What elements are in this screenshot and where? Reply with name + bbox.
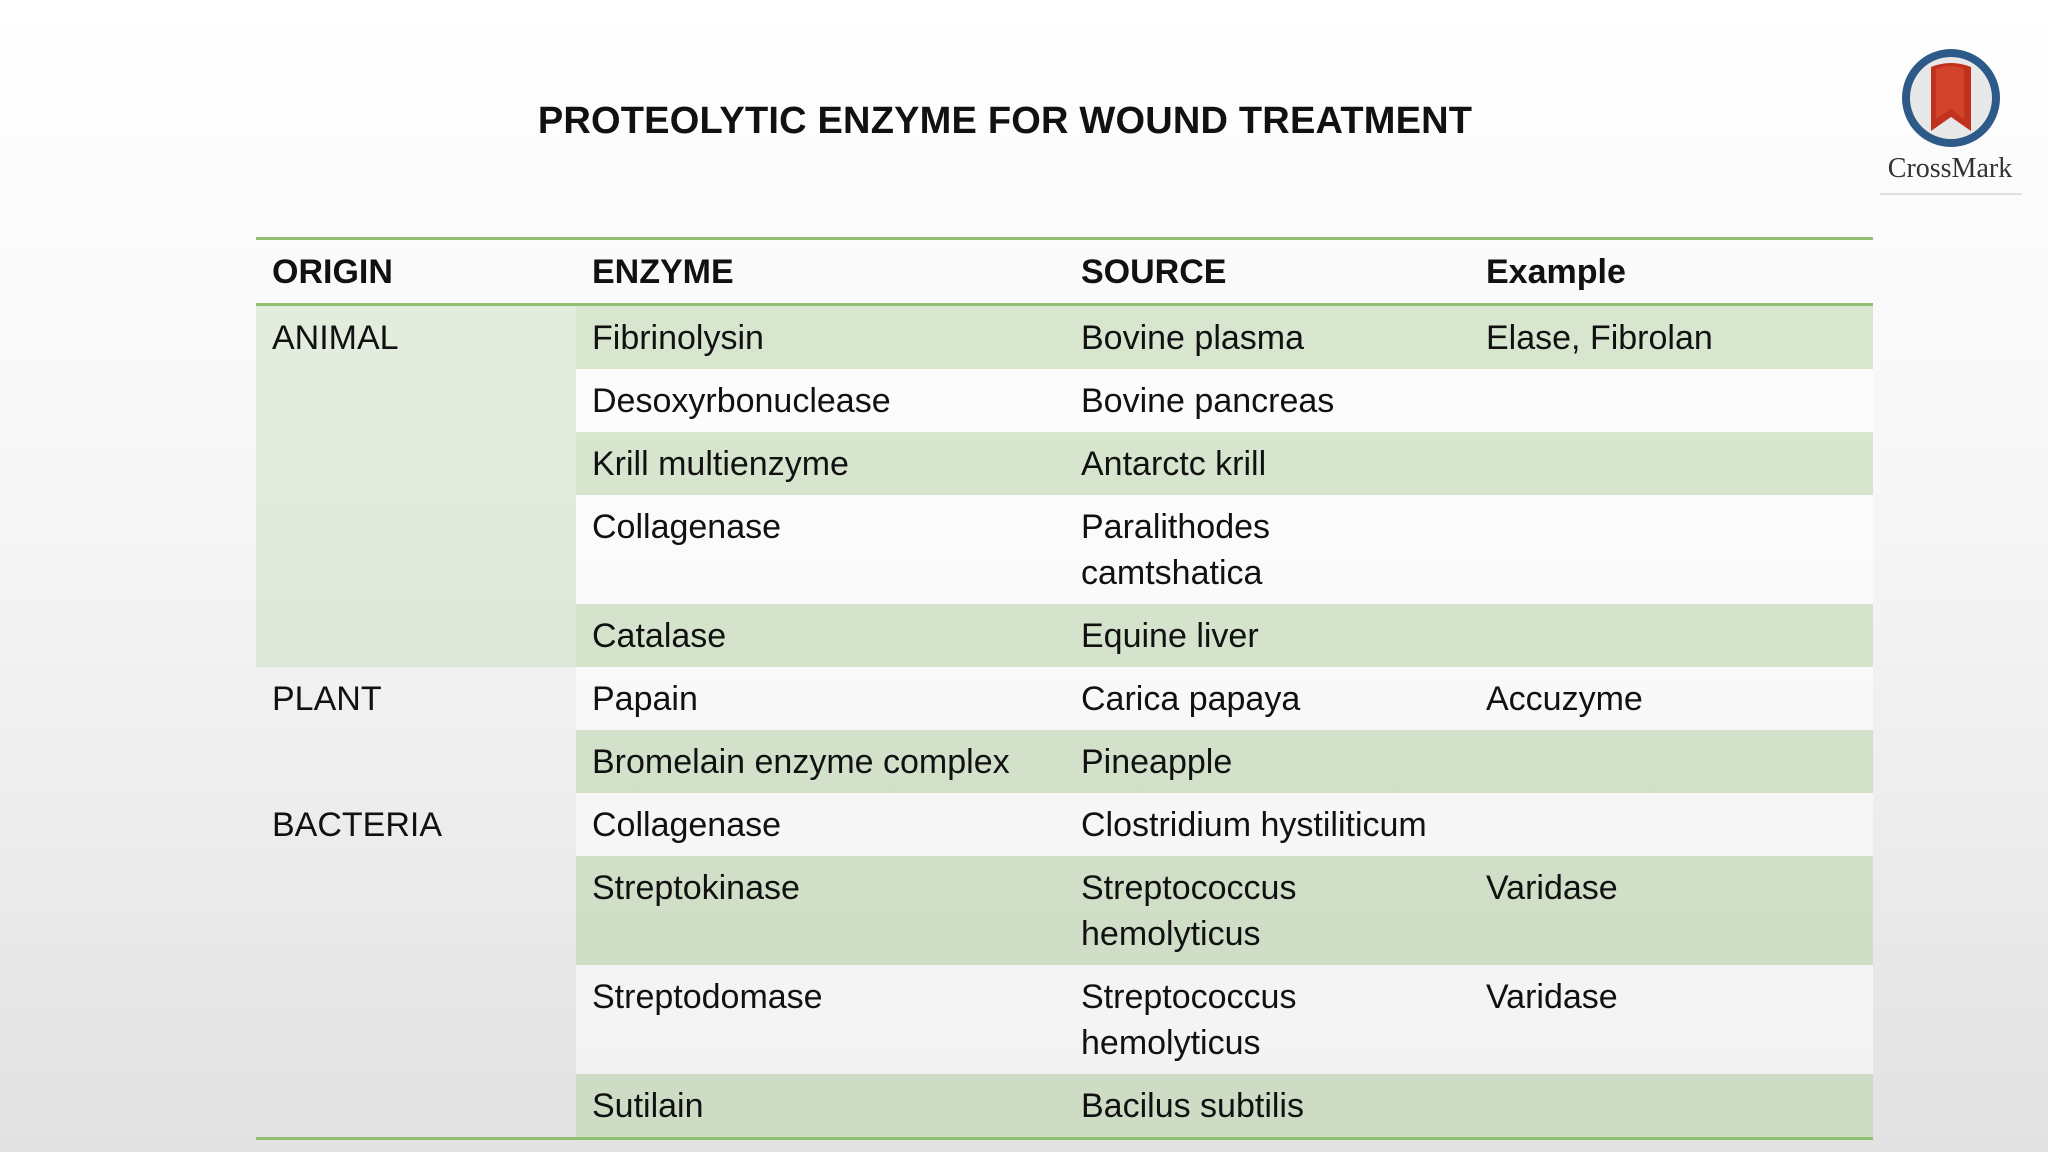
crossmark-logo[interactable]	[1880, 45, 2020, 195]
header-example: Example	[1470, 239, 1873, 305]
enzyme-cell: Fibrinolysin	[576, 305, 1065, 370]
example-cell	[1470, 432, 1873, 495]
origin-cell: ANIMAL	[256, 305, 576, 668]
crossmark-divider	[1880, 193, 2022, 195]
source-cell: Bovine plasma	[1065, 305, 1470, 370]
source-line-2: hemolyticus	[1081, 915, 1261, 953]
origin-cell: PLANT	[272, 680, 382, 718]
header-origin: ORIGIN	[256, 239, 576, 305]
source-cell	[1065, 856, 1470, 965]
table-row	[256, 305, 1873, 370]
source-cell: Antarctc krill	[1065, 432, 1470, 495]
enzyme-cell: Catalase	[576, 604, 1065, 667]
source-cell: Bacilus subtilis	[1065, 1074, 1470, 1139]
example-cell	[1470, 793, 1873, 856]
source-cell: Equine liver	[1065, 604, 1470, 667]
table-row	[256, 793, 1873, 856]
example-cell	[1470, 1074, 1873, 1139]
crossmark-label: CrossMark	[1887, 153, 2013, 184]
enzyme-cell: Sutilain	[576, 1074, 1065, 1139]
header-enzyme: ENZYME	[576, 239, 1065, 305]
enzyme-cell: Bromelain enzyme complex	[576, 730, 1065, 793]
source-cell: Pineapple	[1065, 730, 1470, 793]
source-line-1: Streptococcus	[1081, 869, 1297, 907]
enzyme-cell: Papain	[576, 667, 1065, 730]
example-cell: Accuzyme	[1470, 667, 1873, 730]
enzyme-cell: Krill multienzyme	[576, 432, 1065, 495]
source-cell: Clostridium hystiliticum	[1065, 793, 1470, 856]
header-source: SOURCE	[1065, 239, 1470, 305]
crossmark-icon	[1898, 45, 2004, 151]
source-line-1: Paralithodes	[1081, 508, 1271, 546]
source-cell	[1065, 495, 1470, 604]
source-line-2: camtshatica	[1081, 554, 1263, 592]
source-line-2: hemolyticus	[1081, 1024, 1261, 1062]
enzyme-cell: Collagenase	[576, 495, 1065, 604]
enzyme-cell: Streptokinase	[576, 856, 1065, 965]
source-cell	[1065, 965, 1470, 1074]
source-cell: Carica papaya	[1065, 667, 1470, 730]
example-cell	[1470, 495, 1873, 604]
example-cell: Elase, Fibrolan	[1470, 305, 1873, 370]
example-cell	[1470, 604, 1873, 667]
table-row	[256, 667, 1873, 730]
example-cell: Varidase	[1470, 965, 1873, 1074]
source-line-1: Streptococcus	[1081, 978, 1297, 1016]
source-cell: Bovine pancreas	[1065, 369, 1470, 432]
table-header-row	[256, 239, 1873, 305]
slide-title: PROTEOLYTIC ENZYME FOR WOUND TREATMENT	[537, 100, 1473, 142]
example-cell: Varidase	[1470, 856, 1873, 965]
origin-cell: BACTERIA	[272, 806, 443, 844]
enzyme-table	[256, 237, 1873, 1140]
enzyme-cell: Desoxyrbonuclease	[576, 369, 1065, 432]
example-cell	[1470, 730, 1873, 793]
example-cell	[1470, 369, 1873, 432]
enzyme-cell: Collagenase	[576, 793, 1065, 856]
enzyme-cell: Streptodomase	[576, 965, 1065, 1074]
